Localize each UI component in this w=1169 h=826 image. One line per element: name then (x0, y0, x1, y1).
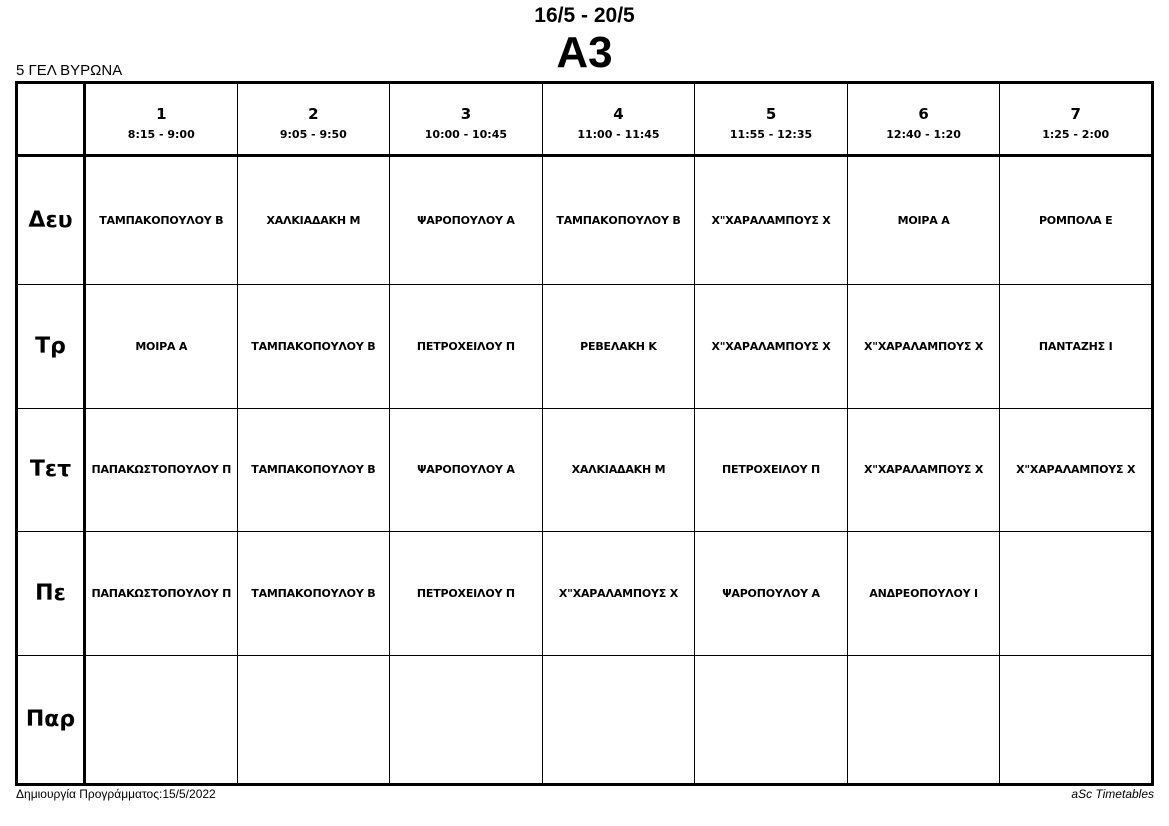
lesson-cell: Χ"ΧΑΡΑΛΑΜΠΟΥΣ Χ (847, 284, 1000, 408)
period-number: 2 (308, 104, 319, 123)
lesson-cell: ΤΑΜΠΑΚΟΠΟΥΛΟΥ Β (237, 408, 390, 532)
day-row-wed (17, 408, 1153, 532)
lesson-cell: ΠΕΤΡΟΧΕΙΛΟΥ Π (390, 532, 543, 656)
lesson-cell: ΑΝΔΡΕΟΠΟΥΛΟΥ Ι (847, 532, 1000, 656)
lesson-cell (695, 656, 848, 785)
day-label: Πε (17, 532, 85, 656)
lesson-cell: ΧΑΛΚΙΑΔΑΚΗ Μ (237, 156, 390, 285)
brand-credit: aSc Timetables (1071, 787, 1154, 801)
period-header (542, 83, 695, 156)
day-label: Τρ (17, 284, 85, 408)
day-row-mon (17, 156, 1153, 285)
lesson-cell: ΠΕΤΡΟΧΕΙΛΟΥ Π (390, 284, 543, 408)
period-number: 1 (156, 104, 167, 123)
date-range: 16/5 - 20/5 (534, 4, 635, 27)
lesson-cell: ΨΑΡΟΠΟΥΛΟΥ Α (695, 532, 848, 656)
lesson-cell: Χ"ΧΑΡΑΛΑΜΠΟΥΣ Χ (695, 284, 848, 408)
lesson-cell: ΨΑΡΟΠΟΥΛΟΥ Α (390, 408, 543, 532)
day-row-thu (17, 532, 1153, 656)
period-number: 7 (1070, 104, 1081, 123)
lesson-cell (542, 656, 695, 785)
period-time: 11:55 - 12:35 (729, 127, 813, 141)
lesson-cell: ΡΟΜΠΟΛΑ Ε (1000, 156, 1153, 285)
period-header (847, 83, 1000, 156)
lesson-cell: ΤΑΜΠΑΚΟΠΟΥΛΟΥ Β (237, 284, 390, 408)
period-time: 8:15 - 9:00 (127, 127, 195, 141)
day-label: Παρ (17, 656, 85, 785)
corner-cell (17, 83, 85, 156)
lesson-cell: ΜΟΙΡΑ Α (85, 284, 238, 408)
period-header (1000, 83, 1153, 156)
period-number: 4 (613, 104, 624, 123)
lesson-cell (237, 656, 390, 785)
period-number: 3 (460, 104, 472, 123)
day-label: Δευ (17, 156, 85, 285)
lesson-cell: ΡΕΒΕΛΑΚΗ Κ (542, 284, 695, 408)
period-time: 12:40 - 1:20 (886, 127, 961, 141)
lesson-cell (1000, 656, 1153, 785)
lesson-cell: ΠΑΝΤΑΖΗΣ Ι (1000, 284, 1153, 408)
period-number: 5 (765, 104, 777, 123)
day-row-tue (17, 284, 1153, 408)
school-name: 5 ΓΕΛ ΒΥΡΩΝΑ (16, 62, 123, 79)
lesson-cell: ΠΕΤΡΟΧΕΙΛΟΥ Π (695, 408, 848, 532)
period-header (390, 83, 543, 156)
lesson-cell: ΠΑΠΑΚΩΣΤΟΠΟΥΛΟΥ Π (85, 532, 238, 656)
period-header-row (17, 83, 1153, 156)
period-header (85, 83, 238, 156)
period-header (695, 83, 848, 156)
lesson-cell: Χ"ΧΑΡΑΛΑΜΠΟΥΣ Χ (542, 532, 695, 656)
class-title: Α3 (556, 28, 613, 77)
lesson-cell (85, 656, 238, 785)
day-row-fri (17, 656, 1153, 785)
lesson-cell: ΠΑΠΑΚΩΣΤΟΠΟΥΛΟΥ Π (85, 408, 238, 532)
period-time: 1:25 - 2:00 (1042, 127, 1110, 141)
lesson-cell: ΤΑΜΠΑΚΟΠΟΥΛΟΥ Β (237, 532, 390, 656)
lesson-cell: Χ"ΧΑΡΑΛΑΜΠΟΥΣ Χ (847, 408, 1000, 532)
lesson-cell: ΤΑΜΠΑΚΟΠΟΥΛΟΥ Β (85, 156, 238, 285)
lesson-cell: ΧΑΛΚΙΑΔΑΚΗ Μ (542, 408, 695, 532)
day-label: Τετ (17, 408, 85, 532)
lesson-cell: ΜΟΙΡΑ Α (847, 156, 1000, 285)
creation-date: Δημιουργία Προγράμματος:15/5/2022 (16, 787, 216, 801)
lesson-cell (390, 656, 543, 785)
lesson-cell: Χ"ΧΑΡΑΛΑΜΠΟΥΣ Χ (1000, 408, 1153, 532)
lesson-cell: Χ"ΧΑΡΑΛΑΜΠΟΥΣ Χ (695, 156, 848, 285)
period-time: 10:00 - 10:45 (424, 127, 508, 141)
period-number: 6 (918, 104, 929, 123)
lesson-cell (847, 656, 1000, 785)
period-time: 9:05 - 9:50 (279, 127, 347, 141)
timetable (15, 81, 1154, 786)
lesson-cell: ΨΑΡΟΠΟΥΛΟΥ Α (390, 156, 543, 285)
lesson-cell (1000, 532, 1153, 656)
lesson-cell: ΤΑΜΠΑΚΟΠΟΥΛΟΥ Β (542, 156, 695, 285)
period-time: 11:00 - 11:45 (577, 127, 660, 141)
period-header (237, 83, 390, 156)
